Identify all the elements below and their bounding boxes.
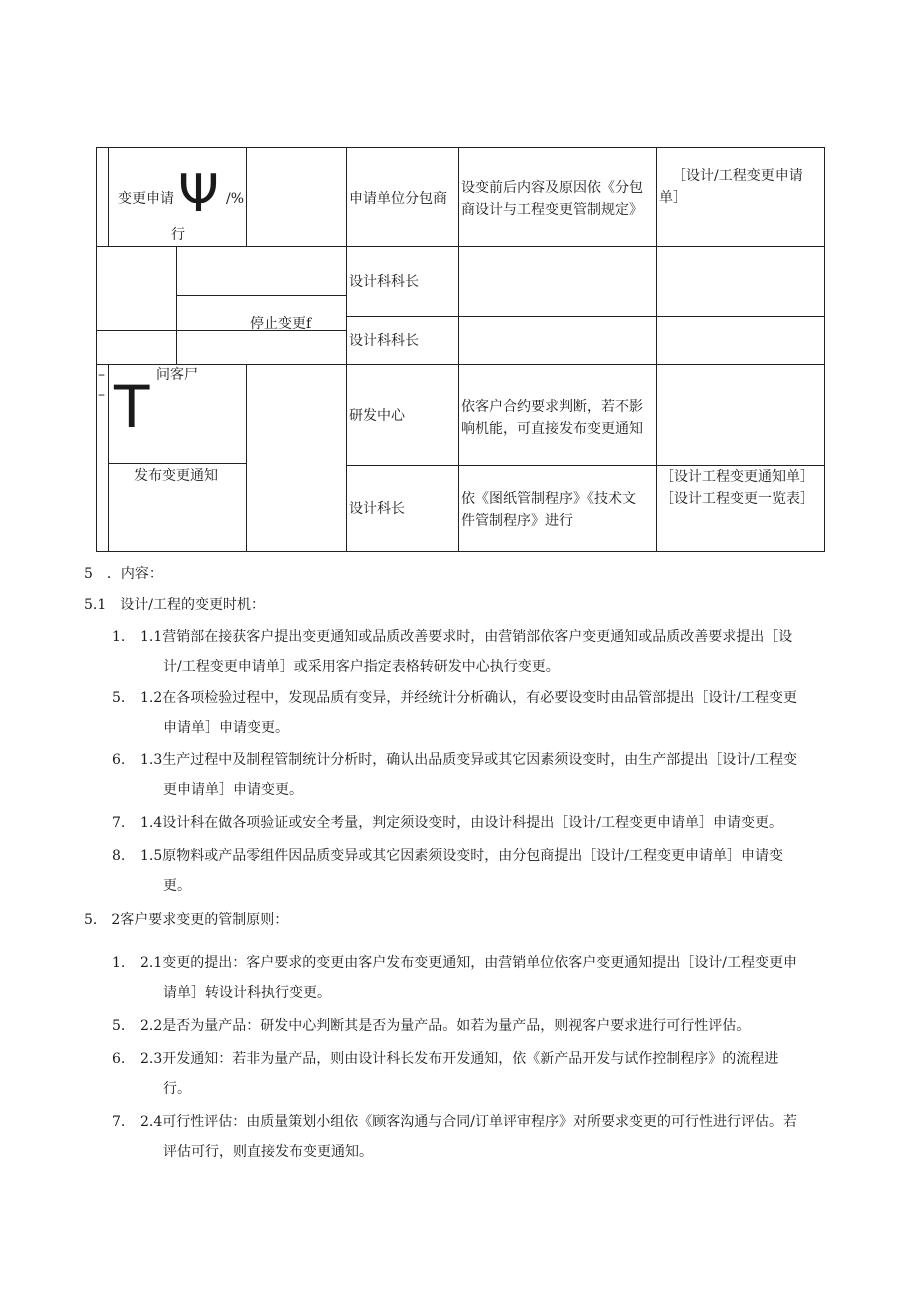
table-line (108, 364, 109, 552)
list-item-text: 计/工程变更申请单］或采用客户指定表格转研发中心执行变更。 (163, 659, 560, 675)
list-item-number: 6. (112, 752, 126, 768)
table-line (246, 364, 247, 552)
design-section-chief-b: 设计科科长 (349, 333, 419, 349)
list-item-text: 更申请单］申请变更。 (163, 782, 303, 798)
row4-form-line1: ［设计工程变更通知单］ (660, 469, 814, 485)
list-item-text: 1.3生产过程中及制程管制统计分析时，确认出品质变异或其它因素须设变时，由生产部提出［设计/工程变 (140, 752, 797, 768)
publish-change-notice-label: 发布变更通知 (134, 468, 218, 484)
list-item-text: 申请单］申请变更。 (163, 720, 289, 736)
table-border-right (824, 147, 825, 552)
list-item-number: 8. (112, 848, 126, 864)
list-item-text: 评估可行，则直接发布变更通知。 (163, 1144, 373, 1160)
applicant-unit: 申请单位分包商 (349, 191, 447, 207)
design-chief: 设计科长 (349, 501, 405, 517)
table-line (108, 463, 246, 464)
table-line (246, 147, 247, 247)
change-request-label: 变更申请 (118, 191, 174, 207)
list-item-number: 7. (112, 1114, 126, 1130)
row1-sub-label: 行 (171, 227, 185, 243)
t-symbol: T (114, 373, 150, 441)
table-line (108, 147, 109, 247)
list-item-number: 5. (112, 690, 126, 706)
left-dash-1: – (98, 367, 105, 383)
list-item-text: 2.3开发通知：若非为量产品，则由设计科长发布开发通知，依《新产品开发与试作控制程序》的流程进 (140, 1051, 779, 1067)
row4-content-line1: 依《图纸管制程序》《技术文 (461, 491, 636, 507)
design-section-chief-a: 设计科科长 (349, 274, 419, 290)
list-item-text: 1.4设计科在做各项验证或安全考量，判定须设变时，由设计科提出［设计/工程变更申请单］申请变更。 (140, 815, 783, 831)
flow-table (0, 0, 920, 560)
list-item-text: 2.4可行性评估：由质量策划小组依《顾客沟通与合同/订单评审程序》对所要求变更的可行性进行评估。若 (140, 1114, 797, 1130)
table-border-bottom (96, 551, 825, 552)
percent-mark: /% (226, 191, 245, 207)
left-dash-2: – (98, 387, 105, 403)
list-item-number: 5. (112, 1018, 126, 1034)
list-item-text: 2.2是否为量产品：研发中心判断其是否为量产品。如若为量产品，则视客户要求进行可行性评估。 (140, 1018, 751, 1034)
row1-form-line1: ［设计/工程变更申请 (672, 168, 803, 184)
rd-center: 研发中心 (349, 408, 405, 424)
list-item-number: 1. (112, 629, 126, 645)
table-line (656, 147, 657, 552)
table-line (458, 147, 459, 552)
section-5-heading: 5 ．内容： (84, 566, 163, 582)
ask-customer-label: 问客尸 (156, 367, 198, 383)
list-item-number: 7. (112, 815, 126, 831)
table-line (176, 246, 177, 365)
psi-symbol: Ψ (178, 164, 219, 224)
row4-content-line2: 件管制程序》进行 (461, 513, 573, 529)
row1-content-line2: 商设计与工程变更管制规定》 (461, 202, 643, 218)
table-line (346, 147, 347, 552)
document-body (0, 560, 920, 1301)
list-item-text: 1.5原物料或产品零组件因品质变异或其它因素须设变时，由分包商提出［设计/工程变更申请单］申请变 (140, 848, 783, 864)
table-line (346, 316, 825, 317)
list-item-text: 更。 (163, 878, 191, 894)
row4-form-line2: ［设计工程变更一览表］ (660, 491, 814, 507)
list-item-text: 1.2在各项检验过程中，发现品质有变异，并经统计分析确认，有必要设变时由品管部提出［设计/工程变更 (140, 690, 797, 706)
section-5-1-heading: 5.1 设计/工程的变更时机： (84, 597, 265, 613)
row3-content-line2: 响机能，可直接发布变更通知 (461, 421, 643, 437)
list-item-number: 1. (112, 955, 126, 971)
row1-form-line2: 单］ (659, 190, 687, 206)
list-item-number: 6. (112, 1051, 126, 1067)
row1-content-line1: 设变前后内容及原因依《分包 (461, 180, 643, 196)
table-line (96, 364, 825, 365)
list-item-text: 行。 (163, 1081, 191, 1097)
table-border-top (96, 147, 825, 148)
section-5-2-heading: 5. 2客户要求变更的管制原则： (84, 912, 289, 928)
list-item-text: 1.1营销部在接获客户提出变更通知或品质改善要求时，由营销部依客户变更通知或品质改善要求提出［设 (140, 629, 793, 645)
row3-content-line1: 依客户合约要求判断，若不影 (461, 399, 643, 415)
table-line (96, 246, 825, 247)
table-line (176, 295, 346, 296)
list-item-text: 2.1变更的提出：客户要求的变更由客户发布变更通知，由营销单位依客户变更通知提出［设计/工程变更申 (140, 955, 797, 971)
stop-change-label: 停止变更f (250, 316, 312, 332)
table-border-left (96, 147, 97, 552)
list-item-text: 请单］转设计科执行变更。 (163, 985, 331, 1001)
